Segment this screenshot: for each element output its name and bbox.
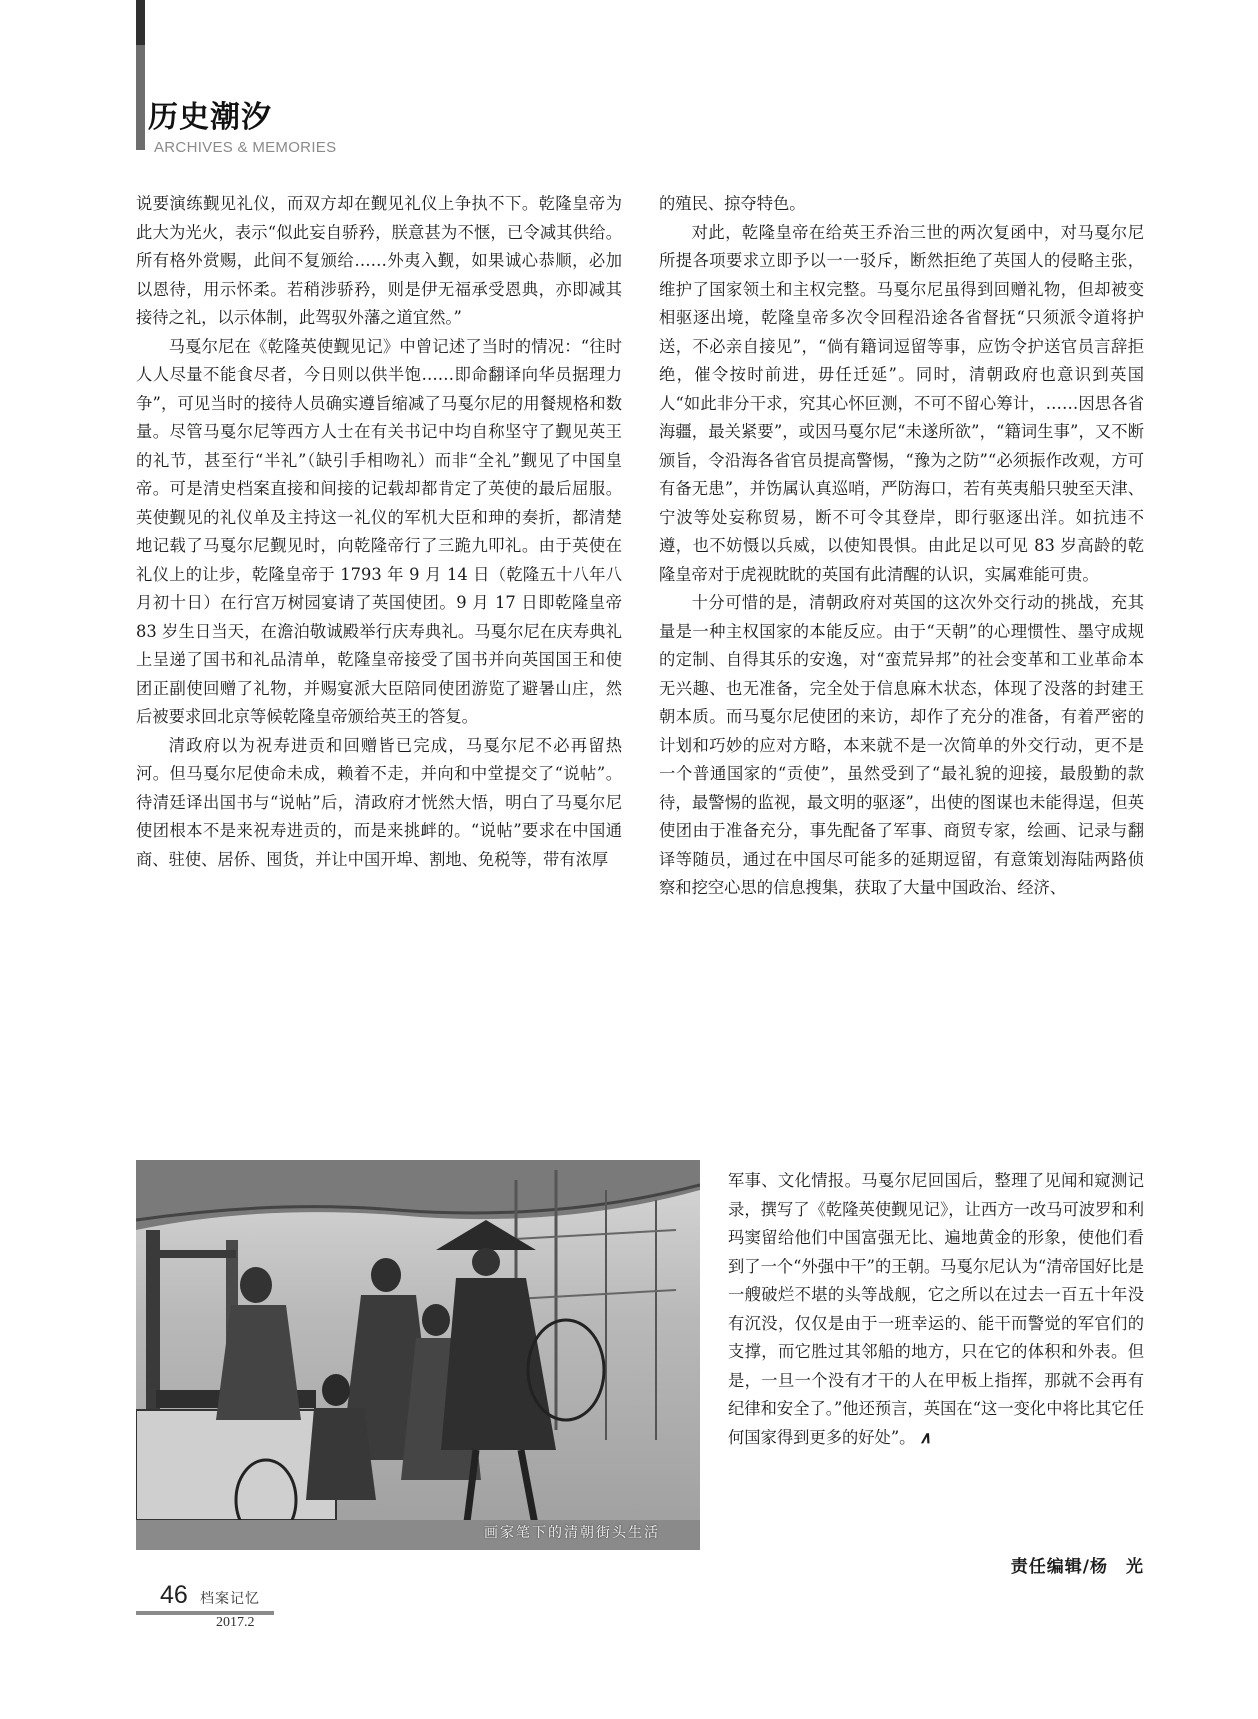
figure-caption: 画家笔下的清朝街头生活 bbox=[484, 1525, 660, 1541]
section-title: 历史潮汐 bbox=[148, 100, 272, 135]
illustration-drawing bbox=[136, 1160, 700, 1550]
editor-credit: 责任编辑/杨 光 bbox=[1010, 1557, 1144, 1577]
paragraph-text: 军事、文化情报。马戛尔尼回国后，整理了见闻和窥测记录，撰写了《乾隆英使觐见记》，让西方一改马可波罗和利玛窦留给他们中国富强无比、遍地黄金的形象，使他们看到了一个“外强中干”的王朝。马戛尔尼认为“清帝国好比是一艘破烂不堪的头等战舰，它之所以在过去一百五十年没有沉没，仅仅是由于一班幸运的、能干而警觉的军官们的支撑，而它胜过其邻船的地方，只在它的体积和外表。但是，一旦一个没有才干的人在甲板上指挥，那就不会再有纪律和安全了。”他还预言，英国在“这一变化中将比其它任何国家得到更多的好处”。 bbox=[728, 1171, 1144, 1447]
accent-bar-top bbox=[136, 0, 145, 45]
section-subtitle: ARCHIVES & MEMORIES bbox=[154, 139, 337, 156]
paragraph: 十分可惜的是，清朝政府对英国的这次外交行动的挑战，充其量是一种主权国家的本能反应。由于“天朝”的心理惯性、墨守成规的定制、自得其乐的安逸，对“蛮荒异邦”的社会变革和工业革命本无兴趣、也无准备，完全处于信息麻木状态，体现了没落的封建王朝本质。而马戛尔尼使团的来访，却作了充分的准备，有着严密的计划和巧妙的应对方略，本来就不是一次简单的外交行动，更不是一个普通国家的“贡使”，虽然受到了“最礼貌的迎接，最殷勤的款待，最警惕的监视，最文明的驱逐”，出使的图谋也未能得逞，但英使团由于准备充分，事先配备了军事、商贸专家，绘画、记录与翻译等随员，通过在中国尽可能多的延期逗留，有意策划海陆两路侦察和挖空心思的信息搜集，获取了大量中国政治、经济、 bbox=[659, 593, 1144, 897]
magazine-name: 档案记忆 bbox=[200, 1591, 260, 1607]
paragraph: 清政府以为祝寿进贡和回赠皆已完成，马戛尔尼不必再留热河。但马戛尔尼使命未成，赖着不走，并向和中堂提交了“说帖”。待清廷译出国书与“说帖”后，清政府才恍然大悟，明白了马戛尔尼使团根本不是来祝寿进贡的，而是来挑衅的。“说帖”要求在中国通商、驻使、居侨、囤货，并让中国开埠、割地、免税等，带有浓厚 bbox=[136, 735, 622, 869]
page-number: 46 bbox=[160, 1581, 188, 1609]
paragraph: 说要演练觐见礼仪，而双方却在觐见礼仪上争执不下。乾隆皇帝为此大为光火，表示“似此妄自骄矜，朕意甚为不惬，已令减其供给。所有格外赏赐，此间不复颁给……外夷入觐，如果诚心恭顺，必加以恩待，用示怀柔。若稍涉骄矜，则是伊无福承受恩典，亦即减其接待之礼，以示体制，此驾驭外藩之道宜然。” bbox=[136, 194, 622, 327]
left-column bbox=[136, 190, 622, 874]
right-column bbox=[659, 190, 1144, 903]
end-mark-icon: ∧ bbox=[919, 1428, 932, 1447]
right-column-continued bbox=[728, 1167, 1144, 1452]
paragraph: 对此，乾隆皇帝在给英王乔治三世的两次复函中，对马戛尔尼所提各项要求立即予以一一驳斥，断然拒绝了英国人的侵略主张，维护了国家领土和主权完整。马戛尔尼虽得到回赠礼物，但却被变相驱逐出境，乾隆皇帝多次令回程沿途各省督抚“只须派令道将护送，不必亲自接见”，“倘有籍词逗留等事，应饬令护送官员言辞拒绝，催令按时前进，毋任迁延”。同时，清朝政府也意识到英国人“如此非分干求，究其心怀叵测，不可不留心筹计，……因思各省海疆，最关紧要”，或因马戛尔尼“未遂所欲”，“籍词生事”，又不断颁旨，令沿海各省官员提高警惕，“豫为之防”“必须振作改观，方可有备无患”，并饬属认真巡哨，严防海口，若有英夷船只驶至天津、宁波等处妄称贸易，断不可令其登岸，即行驱逐出洋。如抗违不遵，也不妨慑以兵威，以使知畏惧。由此足以可见 83 岁高龄的乾隆皇帝对于虎视眈眈的英国有此清醒的认识，实属难能可贵。 bbox=[659, 222, 1144, 584]
paragraph: 马戛尔尼在《乾隆英使觐见记》中曾记述了当时的情况：“往时人人尽量不能食尽者，今日则以供半饱……即命翻译向华员据理力争”，可见当时的接待人员确实遵旨缩减了马戛尔尼的用餐规格和数量。尽管马戛尔尼等西方人士在有关书记中均自称坚守了觐见英王的礼节，甚至行“半礼”（缺引手相吻礼）而非“全礼”觐见了中国皇帝。可是清史档案直接和间接的记载却都肯定了英使的最后屈服。英使觐见的礼仪单及主持这一礼仪的军机大臣和珅的奏折，都清楚地记载了马戛尔尼觐见时，向乾隆帝行了三跪九叩礼。由于英使在礼仪上的让步，乾隆皇帝于 1793 年 9 月 14 日（乾隆五十八年八月初十日）在行宫万树园宴请了英国使团。9 月 17 日即乾隆皇帝 83 岁生日当天，在澹泊敬诚殿举行庆寿典礼。马戛尔尼在庆寿典礼上呈递了国书和礼品清单，乾隆皇帝接受了国书并向英国国王和使团正副使回赠了礼物，并赐宴派大臣陪同使团游览了避暑山庄，然后被要求回北京等候乾隆皇帝颁给英王的答复。 bbox=[136, 336, 622, 726]
issue-date: 2017.2 bbox=[216, 1615, 255, 1630]
paragraph bbox=[728, 1167, 1144, 1452]
street-scene-illustration bbox=[136, 1160, 700, 1550]
paragraph: 的殖民、掠夺特色。 bbox=[659, 194, 806, 213]
